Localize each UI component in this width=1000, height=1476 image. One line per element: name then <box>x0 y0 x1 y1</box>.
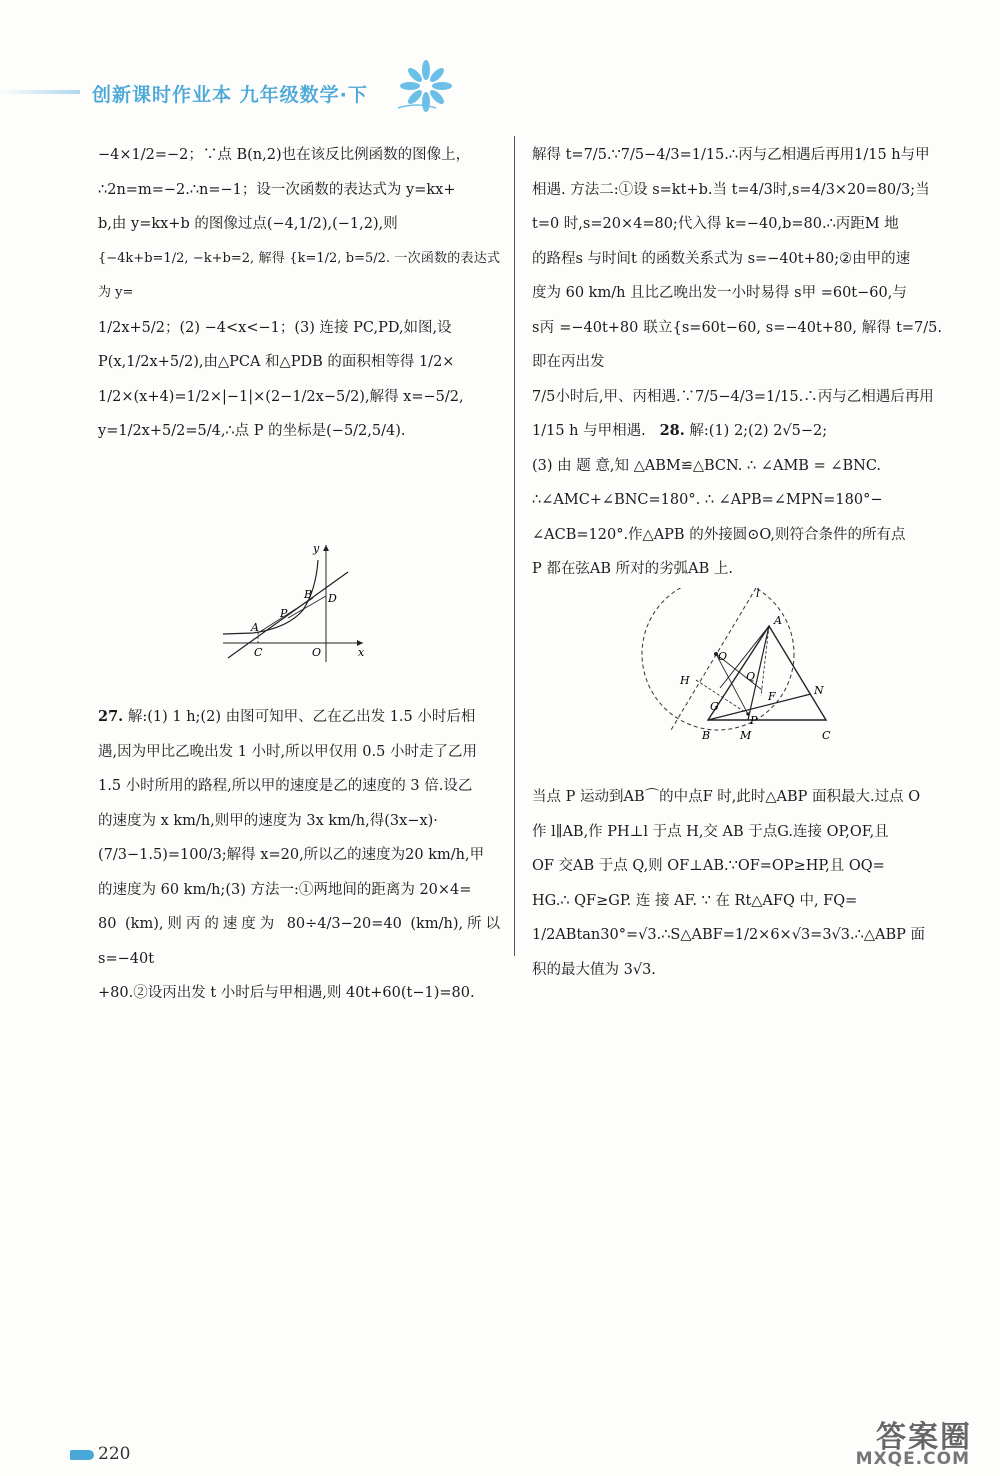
fig1-label: x <box>358 646 365 659</box>
left-line: P(x,1/2x+5/2),由△PCA 和△PDB 的面积相等得 1/2× <box>98 354 455 370</box>
left-line: b,由 y=kx+b 的图像过点(−4,1/2),(−1,2),则 <box>98 216 398 232</box>
book-title: 创新课时作业本 九年级数学·下 <box>92 84 368 106</box>
watermark-logo: 答案圈 <box>876 1420 972 1455</box>
page-number-arrow-icon <box>70 1450 94 1460</box>
watermark-url: MXQE.COM <box>855 1449 970 1469</box>
fig2-label: l <box>756 588 760 600</box>
fig2-label: C <box>822 729 831 742</box>
fig1-label: y <box>313 542 320 555</box>
q28-line: ∴∠AMC+∠BNC=180°. ∴ ∠APB=∠MPN=180°− <box>532 492 883 508</box>
q27-line: 的速度为 60 km/h;(3) 方法一:①两地间的距离为 20×4= <box>98 881 472 898</box>
fig1-label: A <box>251 621 259 634</box>
right-line: 相遇. 方法二:①设 s=kt+b.当 t=4/3时,s=4/3×20=80/3;当 <box>532 181 930 198</box>
fig2-label: Q <box>746 670 756 683</box>
q28-intro: 解:(1) 2;(2) 2√5−2; <box>689 423 828 439</box>
right-line: s丙 =−40t+80 联立{s=60t−60, s=−40t+80, 解得 t=7/5.即在丙出发 <box>532 319 942 370</box>
fig2-label: H <box>680 674 690 687</box>
page-header <box>0 60 1000 120</box>
fig1-label: O <box>312 646 322 659</box>
function-graph-figure <box>218 540 368 665</box>
fig1-label: C <box>254 646 263 659</box>
fig2-label: B <box>702 729 711 742</box>
header-decor-bar <box>0 90 80 94</box>
fig2-label: F <box>768 690 776 703</box>
q28-line: ∠ACB=120°.作△APB 的外接圆⊙O,则符合条件的所有点 <box>532 526 906 543</box>
fig2-label: M <box>740 729 752 742</box>
left-line: 1/2x+5/2；(2) −4<x<−1；(3) 连接 PC,PD,如图,设 <box>98 319 452 336</box>
q27-number: 27. <box>98 708 124 725</box>
fig2-label: G <box>710 700 719 713</box>
flower-icon <box>396 58 456 114</box>
q27-line: 的速度为 x km/h,则甲的速度为 3x km/h,得(3x−x)· <box>98 812 438 829</box>
q28-line: P 都在弦AB 所对的劣弧AB 上. <box>532 561 733 577</box>
right-line-text: 1/15 h 与甲相遇. <box>532 423 646 439</box>
q28-after-line: HG.∴ QF≥GP. 连 接 AF. ∵ 在 Rt△AFQ 中, FQ= <box>532 892 858 909</box>
q27-line <box>98 700 500 735</box>
q27-line: 遇,因为甲比乙晚出发 1 小时,所以甲仅用 0.5 小时走了乙用 <box>98 743 477 760</box>
question-28-continued <box>532 780 942 987</box>
right-column <box>532 138 942 587</box>
right-line: t=0 时,s=20×4=80;代入得 k=−40,b=80.∴丙距M 地 <box>532 216 899 232</box>
column-divider <box>514 136 515 956</box>
fig1-label: P <box>280 607 288 620</box>
q28-after-line: OF 交AB 于点 Q,则 OF⊥AB.∵OF=OP≥HP,且 OQ= <box>532 858 885 874</box>
geometry-figure <box>636 588 846 743</box>
q27-line: 1.5 小时所用的路程,所以甲的速度是乙的速度的 3 倍.设乙 <box>98 778 473 794</box>
left-line: 1/2×(x+4)=1/2×|−1|×(2−1/2x−5/2),解得 x=−5/2, <box>98 388 464 405</box>
fig1-label: B <box>304 588 313 601</box>
q28-line: (3) 由 题 意,知 △ABM≌△BCN. ∴ ∠AMB = ∠BNC. <box>532 457 882 474</box>
fig1-label: D <box>328 592 337 605</box>
left-line: {−4k+b=1/2, −k+b=2, 解得 {k=1/2, b=5/2. 一次函数的表达式为 y= <box>98 250 500 300</box>
right-line: 7/5小时后,甲、丙相遇.∵7/5−4/3=1/15.∴丙与乙相遇后再用 <box>532 388 934 405</box>
q27-line: +80.②设丙出发 t 小时后与甲相遇,则 40t+60(t−1)=80. <box>98 985 475 1001</box>
q27-line: (7/3−1.5)=100/3;解得 x=20,所以乙的速度为20 km/h,甲 <box>98 847 485 863</box>
right-line: 度为 60 km/h 且比乙晚出发一小时易得 s甲 =60t−60,与 <box>532 285 907 301</box>
fig2-label: P <box>750 714 758 727</box>
fig2-label: A <box>774 614 782 627</box>
fig2-label: O <box>718 650 728 663</box>
q28-after-line: 作 l∥AB,作 PH⊥l 于点 H,交 AB 于点G.连接 OP,OF,且 <box>532 823 889 840</box>
question-27 <box>98 700 500 1011</box>
fig2-label: N <box>814 684 824 697</box>
q27-text: 解:(1) 1 h;(2) 由图可知甲、乙在乙出发 1.5 小时后相 <box>127 709 476 725</box>
q28-number: 28. <box>659 422 685 439</box>
left-line: −4×1/2=−2；∵点 B(n,2)也在该反比例函数的图像上， <box>98 147 471 163</box>
page-number: 220 <box>98 1444 131 1464</box>
right-line <box>532 414 942 449</box>
right-line: 的路程s 与时间t 的函数关系式为 s=−40t+80;②由甲的速 <box>532 250 911 267</box>
left-line: ∴2n=m=−2.∴n=−1；设一次函数的表达式为 y=kx+ <box>98 181 456 198</box>
left-line: y=1/2x+5/2=5/4,∴点 P 的坐标是(−5/2,5/4). <box>98 423 406 439</box>
left-column <box>98 138 500 449</box>
q27-line: 80 (km),则丙的速度为 80÷4/3−20=40 (km/h),所以s=−40t <box>98 916 500 967</box>
q28-after-line: 1/2ABtan30°=√3.∴S△ABF=1/2×6×√3=3√3.∴△ABP 面 <box>532 927 925 943</box>
q28-after-line: 当点 P 运动到AB⌒的中点F 时,此时△ABP 面积最大.过点 O <box>532 789 921 805</box>
right-line: 解得 t=7/5.∵7/5−4/3=1/15.∴丙与乙相遇后再用1/15 h与甲 <box>532 147 930 163</box>
q28-after-line: 积的最大值为 3√3. <box>532 961 656 978</box>
